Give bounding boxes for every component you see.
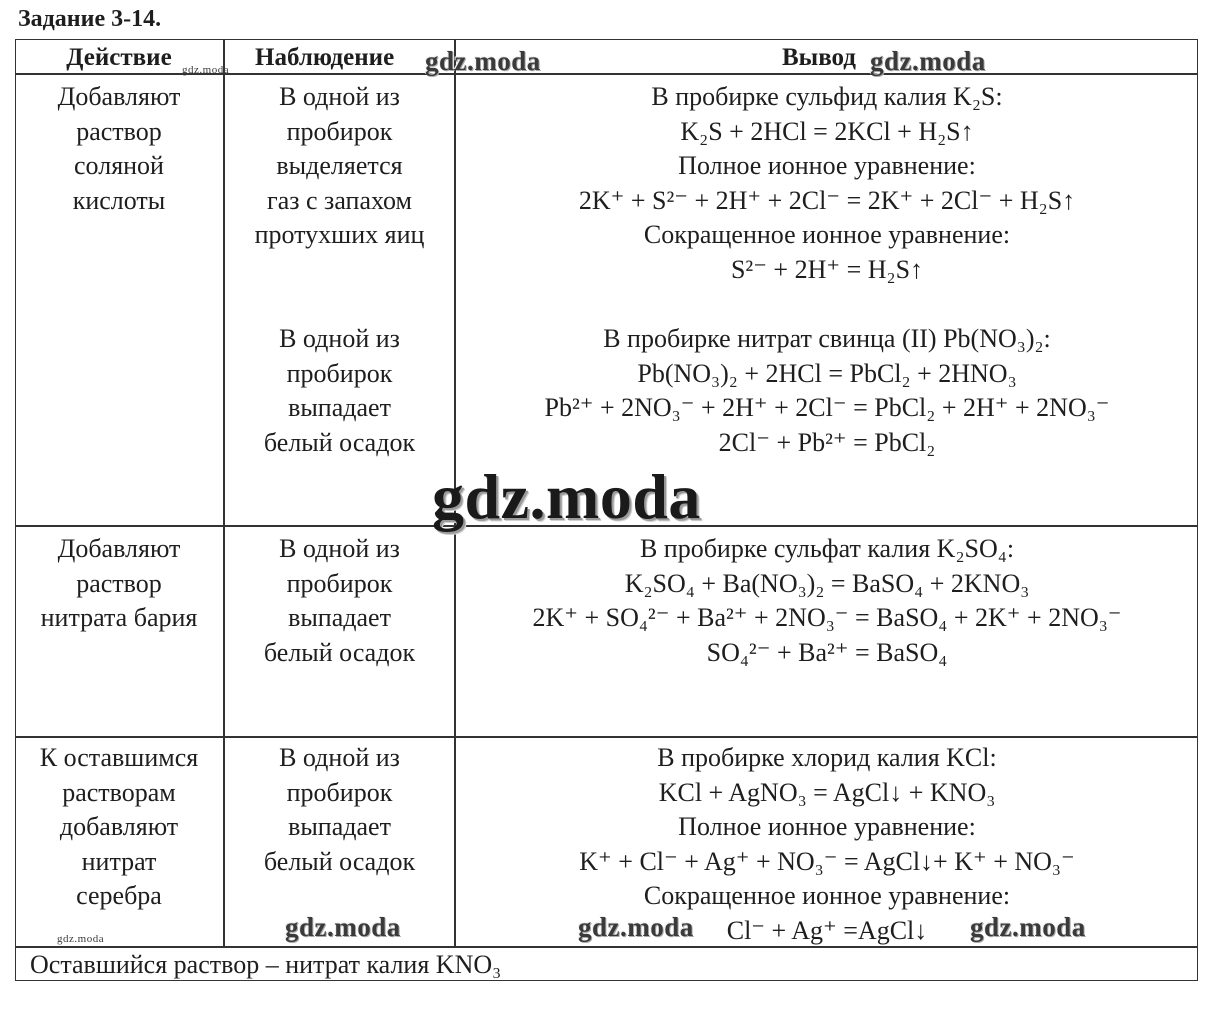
full-ionic-label: Полное ионное уравнение: <box>678 151 976 181</box>
watermark-header-obs: gdz.moda <box>425 46 541 76</box>
row-divider-2 <box>15 736 1198 738</box>
pb-reduced-ionic: 2Cl⁻ + Pb²⁺ = PbCl₂ <box>718 427 936 457</box>
kcl-equation: KCl + AgNO₃ = AgCl↓ + KNO₃ <box>658 777 996 807</box>
task-title: Задание 3-14. <box>18 6 162 32</box>
watermark-bottom-concl-right: gdz.moda <box>970 912 1086 942</box>
k2so4-reduced-ionic: SO₄²⁻ + Ba²⁺ = BaSO₄ <box>706 637 948 667</box>
header-action: Действие <box>66 44 172 71</box>
row3-action: К оставшимся растворам добавляют нитрат серебра <box>39 743 199 911</box>
watermark-bottom-concl-left: gdz.moda <box>578 912 694 942</box>
kcl-intro: В пробирке хлорид калия KCl: <box>657 743 997 772</box>
row2-observation: В одной из пробирок выпадает белый осадок <box>263 534 416 667</box>
full-ionic-label-2: Полное ионное уравнение: <box>678 812 976 842</box>
watermark-header-concl: gdz.moda <box>870 46 986 76</box>
pb-equation: Pb(NO₃)₂ + 2HCl = PbCl₂ + 2HNO₃ <box>637 358 1017 388</box>
k2so4-equation: K₂SO₄ + Ba(NO₃)₂ = BaSO₄ + 2KNO₃ <box>624 568 1030 598</box>
row3-observation: В одной из пробирок выпадает белый осадок <box>263 743 416 876</box>
header-conclusion: Вывод <box>782 44 856 71</box>
footer-conclusion: Оставшийся раствор – нитрат калия KNO₃ <box>30 950 502 979</box>
watermark-header-small: gdz.moda <box>182 64 230 76</box>
reduced-ionic-label: Сокращенное ионное уравнение: <box>643 220 1011 250</box>
k2s-reduced-ionic: S²⁻ + 2H⁺ = H₂S↑ <box>730 254 924 284</box>
row2-conclusion <box>456 532 1198 670</box>
row2-action: Добавляют раствор нитрата бария <box>40 534 198 633</box>
row3-conclusion <box>456 741 1198 949</box>
pb-intro: В пробирке нитрат свинца (II) Pb(NO₃)₂: <box>603 324 1051 353</box>
row1-observation-b: В одной из пробирок выпадает белый осадок <box>263 324 416 457</box>
watermark-bottom-small: gdz.moda <box>57 933 105 945</box>
reduced-ionic-label-2: Сокращенное ионное уравнение: <box>643 881 1011 911</box>
kcl-reduced-ionic: Cl⁻ + Ag⁺ =AgCl↓ <box>726 915 928 945</box>
row1-conclusion-k2s <box>456 80 1198 288</box>
row1-action: Добавляют раствор соляной кислоты <box>57 82 181 215</box>
k2s-intro: В пробирке сульфид калия K₂S: <box>651 82 1003 111</box>
kcl-full-ionic: K⁺ + Cl⁻ + Ag⁺ + NO₃⁻ = AgCl↓+ K⁺ + NO₃⁻ <box>579 846 1075 876</box>
watermark-bottom-obs: gdz.moda <box>285 912 401 942</box>
pb-full-ionic: Pb²⁺ + 2NO₃⁻ + 2H⁺ + 2Cl⁻ = PbCl₂ + 2H⁺ + 2NO₃⁻ <box>544 393 1110 423</box>
row1-observation-a: В одной из пробирок выделяется газ с запахом протухших яиц <box>254 82 425 250</box>
k2so4-intro: В пробирке сульфат калия K₂SO₄: <box>639 534 1015 563</box>
k2s-full-ionic: 2K⁺ + S²⁻ + 2H⁺ + 2Cl⁻ = 2K⁺ + 2Cl⁻ + H₂S↑ <box>578 185 1076 215</box>
row1-conclusion-pb <box>456 322 1198 460</box>
header-observation: Наблюдение <box>255 44 395 71</box>
watermark-center: gdz.moda <box>432 461 701 532</box>
k2s-equation: K₂S + 2HCl = 2KCl + H₂S↑ <box>680 116 974 146</box>
k2so4-full-ionic: 2K⁺ + SO₄²⁻ + Ba²⁺ + 2NO₃⁻ = BaSO₄ + 2K⁺ + 2NO₃⁻ <box>532 603 1122 633</box>
